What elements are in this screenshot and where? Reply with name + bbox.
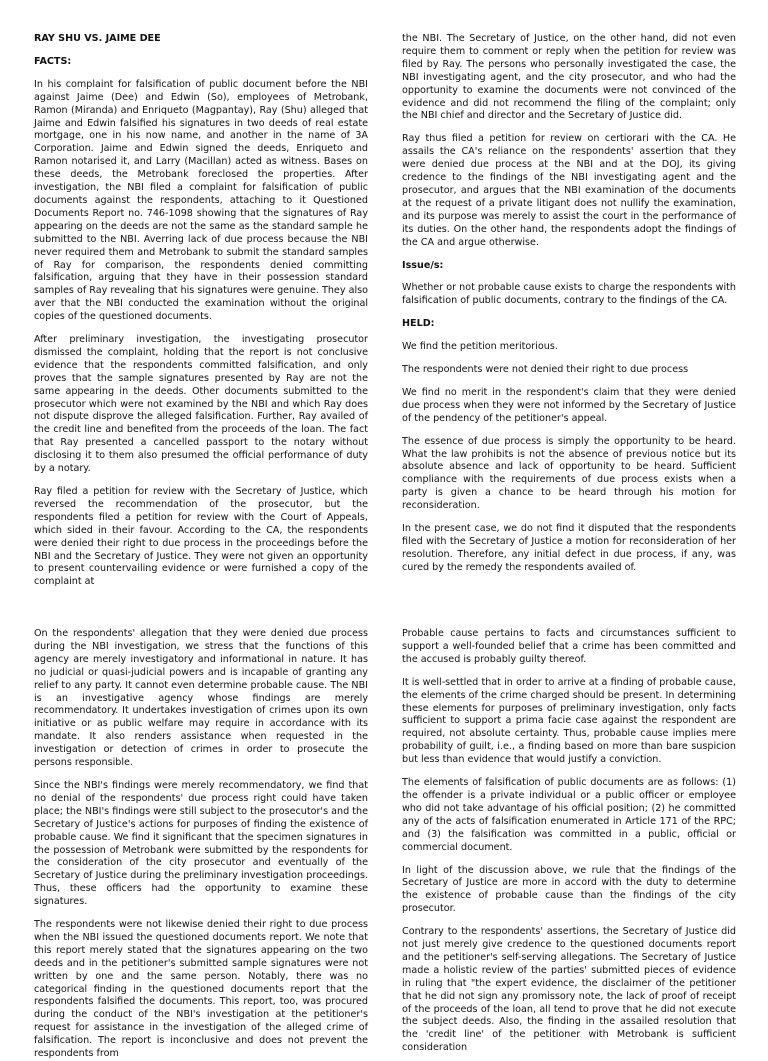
ruling-paragraph: The respondents were not likewise denied their right to due process when the NBI issued the questioned documents report. We note that this report merely stated that the signatures appearing on the two deeds and in the petitioner's submitted sample signatures were not written by one and the same person. Notably, there was no categorical finding in the questioned documents report that the respondents falsified the documents. This report, too, was procured during the conduct of the NBI's investigation at the petitioner's request for assistance in the investigation of the alleged crime of falsification. The report is inconclusive and does not prevent the respondents from (34, 919, 368, 1060)
ruling-paragraph: It is well-settled that in order to arrive at a finding of probable cause, the elements of the crime charged should be present. In determining these elements for purposes of preliminary investigation, only facts sufficient to support a prima facie case against the respondent are required, not absolute certainty. Thus, probable cause implies mere probability of guilt, i.e., a finding based on more than bare suspicion but less than evidence that would justify a conviction. (402, 676, 736, 766)
held-paragraph: We find no merit in the respondent's claim that they were denied due process when they were not informed by the Secretary of Justice of the pendency of the petitioner's appeal. (402, 386, 736, 424)
case-title: RAY SHU VS. JAIME DEE (34, 33, 161, 44)
facts-paragraph: Ray thus filed a petition for review on certiorari with the CA. He assails the CA's reliance on the respondents' assertion that they were denied due process at the NBI and at the DOJ, its giving credence to the findings of the NBI investigating agent and the prosecutor, and argues that the NBI examination of the documents at the request of a private litigant does not nullify the examination, and its purpose was merely to assist the court in the performance of its duties. On the other hand, the respondents adopt the findings of the CA and argue otherwise. (402, 133, 736, 248)
ruling-paragraph: Probable cause pertains to facts and circumstances sufficient to support a well-founded belief that a crime has been committed and the accused is probably guilty thereof. (402, 628, 736, 665)
page2-right-column (402, 628, 736, 1054)
held-heading: HELD: (402, 318, 435, 330)
ruling-paragraph: On the respondents' allegation that they were denied due process during the NBI investigation, we stress that the functions of this agency are merely investigatory and informational in nature. It has no judicial or quasi-judicial powers and is incapable of granting any relief to any party. It cannot even determine probable cause. The NBI is an investigative agency whose findings are merely recommendatory. It undertakes investigation of crimes upon its own initiative or as public welfare may require in accordance with its mandate. It also renders assistance when requested in the investigation or detection of crimes in order to prosecute the persons responsible. (34, 628, 368, 769)
facts-paragraph: the NBI. The Secretary of Justice, on the other hand, did not even require them to comment or reply when the petition for review was filed by Ray. The persons who personally investigated the case, the NBI investigating agent, and the city prosecutor, and who had the opportunity to examine the documents were not convinced of the evidence and did not recommend the filing of the complaint; only the NBI chief and director and the Secretary of Justice did. (402, 33, 736, 122)
facts-paragraph: Ray filed a petition for review with the Secretary of Justice, which reversed the recommendation of the prosecutor, but the respondents filed a petition for review with the Court of Appeals, which sided in their favour. According to the CA, the respondents were denied their right to due process in the proceedings before the NBI and the Secretary of Justice. They were not given an opportunity to present countervailing evidence or were furnished a copy of the complaint at (34, 486, 368, 588)
held-paragraph: The essence of due process is simply the opportunity to be heard. What the law prohibits is not the absence of previous notice but its absolute absence and lack of opportunity to be heard. Sufficient compliance with the requirements of due process exists when a party is given a chance to be heard through his motion for reconsideration. (402, 435, 736, 512)
ruling-paragraph: Contrary to the respondents' assertions, the Secretary of Justice did not just merely give credence to the questioned documents report and the petitioner's self-serving allegations. The Secretary of Justice made a holistic review of the parties' submitted pieces of evidence in ruling that "the expert evidence, the disclaimer of the petitioner that he did not sign any promissory note, the lack of proof of receipt of the proceeds of the loan, all tend to prove that he did not execute the subject deeds. Also, the finding in the assailed resolution that the 'credit line' of the petitioner with Metrobank is sufficient consideration (402, 926, 736, 1054)
page1-right-column (402, 33, 736, 585)
held-paragraph: We find the petition meritorious. (402, 341, 558, 353)
issue-paragraph: Whether or not probable cause exists to charge the respondents with falsification of public documents, contrary to the findings of the CA. (402, 282, 736, 307)
facts-heading: FACTS: (34, 55, 72, 67)
held-paragraph: The respondents were not denied their right to due process (402, 364, 689, 376)
ruling-paragraph: The elements of falsification of public documents are as follows: (1) the offender is a private individual or a public officer or employee who did not take advantage of his official position; (2) he committed any of the acts of falsification enumerated in Article 171 of the RPC; and (3) the falsification was committed in a public, official or commercial document. (402, 777, 736, 853)
ruling-paragraph: In light of the discussion above, we rule that the findings of the Secretary of Justice are more in accord with the duty to determine the existence of probable cause than the findings of the city prosecutor. (402, 864, 736, 915)
facts-paragraph: After preliminary investigation, the investigating prosecutor dismissed the complaint, holding that the report is not conclusive evidence that the respondents committed falsification, and only proves that the sample signatures presented by Ray are not the same appearing in the deeds. Other documents submitted to the prosecutor which were not examined by the NBI and which Ray does not dispute disprove the alleged falsification. Further, Ray availed of the credit line and benefited from the proceeds of the loan. The fact that Ray presented a cancelled passport to the notary without disclosing it to them also presumed the official performance of duty by a notary. (34, 334, 368, 475)
issues-heading: Issue/s: (402, 259, 444, 271)
page2-left-column (34, 628, 368, 1060)
ruling-paragraph: Since the NBI's findings were merely recommendatory, we find that no denial of the respondents' due process right could have taken place; the NBI's findings were still subject to the prosecutor's and the Secretary of Justice's actions for purposes of finding the existence of probable cause. We find it significant that the specimen signatures in the possession of Metrobank were submitted by the respondents for the consideration of the city prosecutor and eventually of the Secretary of Justice during the preliminary investigation proceedings. Thus, these officers had the opportunity to examine these signatures. (34, 779, 368, 908)
held-paragraph: In the present case, we do not find it disputed that the respondents filed with the Secretary of Justice a motion for reconsideration of her resolution. Therefore, any initial defect in due process, if any, was cured by the remedy the respondents availed of. (402, 523, 736, 573)
page1-left-column (34, 33, 368, 599)
facts-paragraph: In his complaint for falsification of public document before the NBI against Jaime (Dee) and Edwin (So), employees of Metrobank, Ramon (Miranda) and Enriqueto (Magpantay), Ray (Shu) alleged that Jaime and Edwin falsified his signatures in two deeds of real estate mortgage, one in his now name, and another in the name of 3A Corporation. Jaime and Edwin signed the deeds, Enriqueto and Ramon notarised it, and Larry (Macillan) acted as witness. Bases on these deeds, the Metrobank foreclosed the properties. After investigation, the NBI filed a complaint for falsification of public documents against the respondents, attaching to it Questioned Documents Report no. 746-1098 showing that the signatures of Ray appearing on the deeds are not the same as the standard sample he submitted to the NBI. Averring lack of due process because the NBI never required them and Metrobank to submit the standard samples of Ray for comparison, the respondents denied committing falsification, arguing that they have in their possession standard samples of Ray revealing that his signatures were genuine. They also aver that the NBI conducted the examination without the original copies of the questioned documents. (34, 78, 368, 323)
